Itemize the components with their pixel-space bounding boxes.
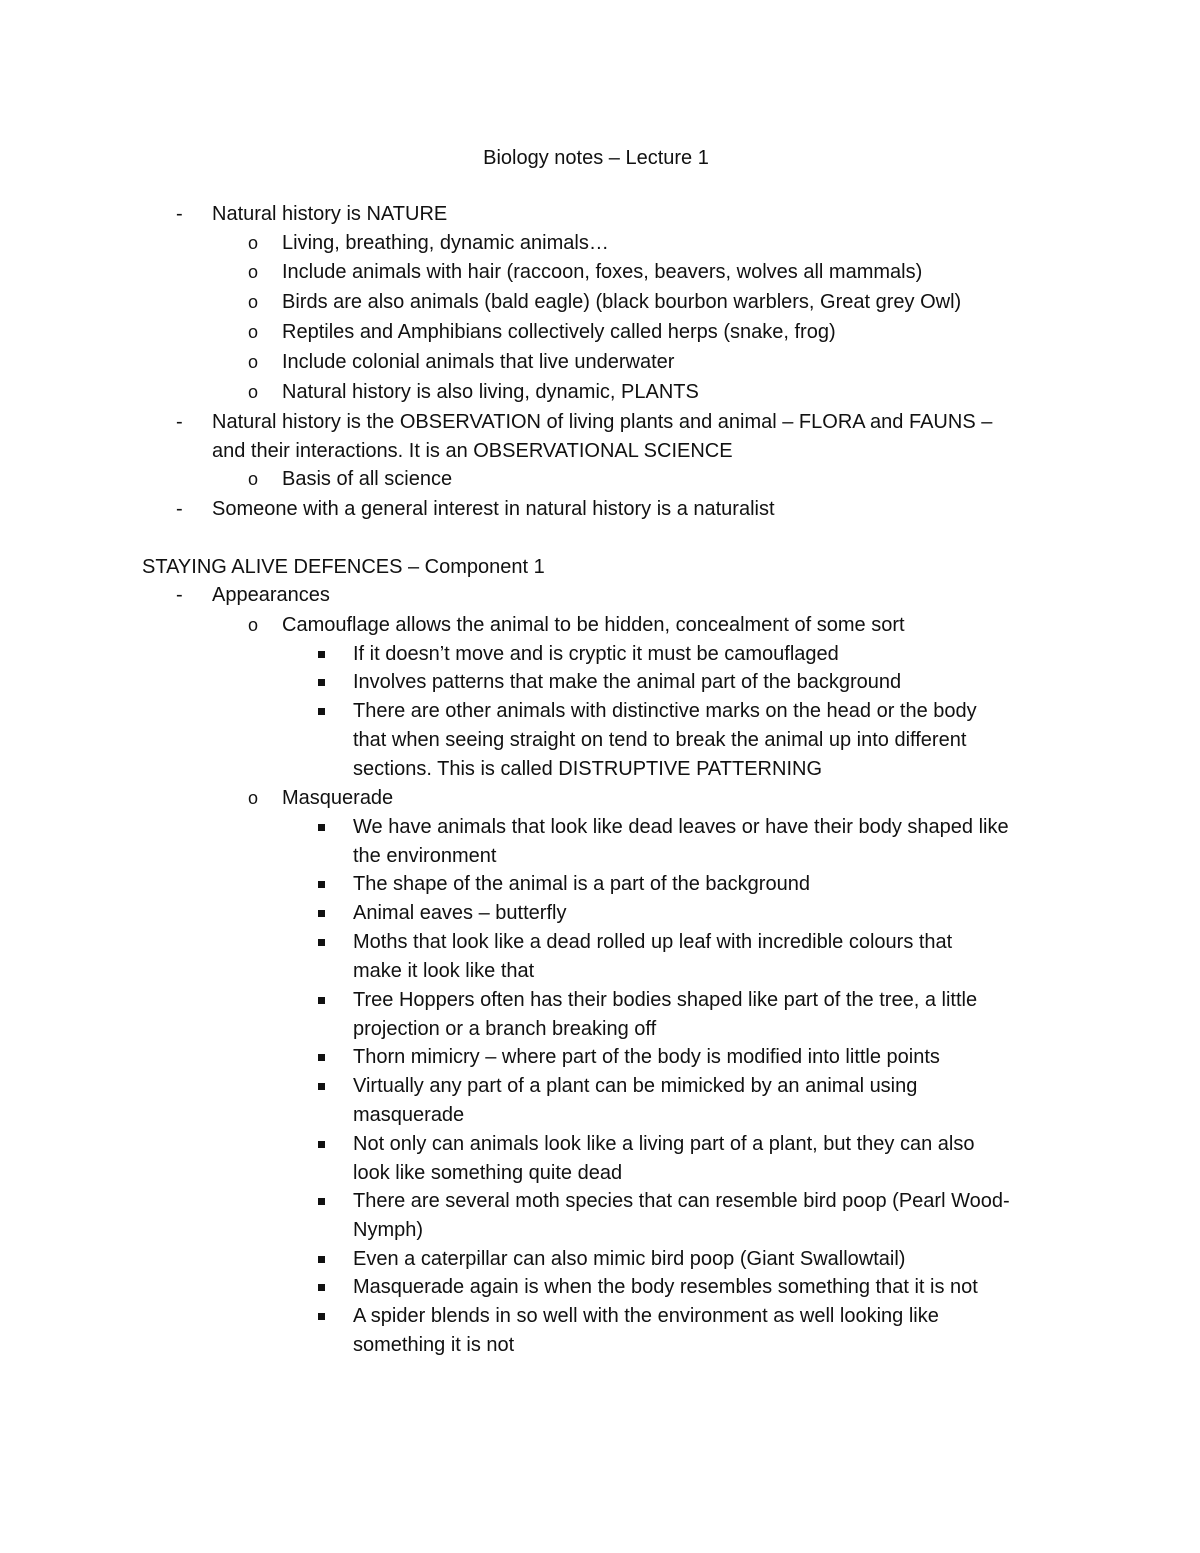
list-point-line: masquerade — [353, 1104, 465, 1126]
square-bullet — [318, 824, 325, 831]
square-bullet — [318, 910, 325, 917]
circle-bullet: o — [248, 382, 259, 402]
list-subitem: Camouflage allows the animal to be hidden, concealment of some sort — [282, 614, 905, 636]
square-bullet — [318, 1198, 325, 1205]
list-subitem: Include colonial animals that live underwater — [282, 351, 675, 373]
list-item: Natural history is NATURE — [212, 203, 448, 225]
square-bullet — [318, 708, 325, 715]
circle-bullet: o — [248, 615, 259, 635]
list-subitem: Basis of all science — [282, 468, 453, 490]
list-point: The shape of the animal is a part of the background — [353, 873, 810, 895]
list-point: Thorn mimicry – where part of the body is modified into little points — [353, 1046, 940, 1068]
circle-bullet: o — [248, 788, 259, 808]
section-heading: STAYING ALIVE DEFENCES – Component 1 — [142, 556, 545, 578]
list-point: Animal eaves – butterfly — [353, 902, 567, 924]
square-bullet — [318, 651, 325, 658]
list-point: Masquerade again is when the body resembles something that it is not — [353, 1276, 978, 1298]
list-item-line: and their interactions. It is an OBSERVATIONAL SCIENCE — [212, 440, 733, 462]
square-bullet — [318, 881, 325, 888]
list-point: Involves patterns that make the animal part of the background — [353, 671, 902, 693]
list-point-line: Nymph) — [353, 1219, 424, 1241]
square-bullet — [318, 1083, 325, 1090]
circle-bullet: o — [248, 469, 259, 489]
list-subitem: Living, breathing, dynamic animals… — [282, 232, 609, 254]
list-subitem: Natural history is also living, dynamic, PLANTS — [282, 381, 699, 403]
list-point: Moths that look like a dead rolled up leaf with incredible colours that — [353, 931, 953, 953]
circle-bullet: o — [248, 322, 259, 342]
dash-bullet: - — [176, 498, 183, 520]
list-subitem: Masquerade — [282, 787, 394, 809]
square-bullet — [318, 997, 325, 1004]
list-point: There are other animals with distinctive marks on the head or the body — [353, 700, 977, 722]
square-bullet — [318, 1054, 325, 1061]
list-point: There are several moth species that can resemble bird poop (Pearl Wood- — [353, 1190, 1010, 1212]
square-bullet — [318, 679, 325, 686]
circle-bullet: o — [248, 262, 259, 282]
list-point-line: projection or a branch breaking off — [353, 1018, 657, 1040]
list-point: If it doesn’t move and is cryptic it must be camouflaged — [353, 643, 839, 665]
square-bullet — [318, 1256, 325, 1263]
list-point-line: look like something quite dead — [353, 1162, 623, 1184]
list-point: Tree Hoppers often has their bodies shaped like part of the tree, a little — [353, 989, 978, 1011]
square-bullet — [318, 1141, 325, 1148]
circle-bullet: o — [248, 292, 259, 312]
page-title: Biology notes – Lecture 1 — [483, 147, 709, 169]
list-point-line: the environment — [353, 845, 497, 867]
list-point: We have animals that look like dead leaves or have their body shaped like — [353, 816, 1009, 838]
list-point: Virtually any part of a plant can be mimicked by an animal using — [353, 1075, 918, 1097]
list-point: A spider blends in so well with the environment as well looking like — [353, 1305, 939, 1327]
square-bullet — [318, 1313, 325, 1320]
list-subitem: Birds are also animals (bald eagle) (black bourbon warblers, Great grey Owl) — [282, 291, 962, 313]
list-item-line: Natural history is the OBSERVATION of living plants and animal – FLORA and FAUNS – — [212, 411, 993, 433]
list-subitem: Reptiles and Amphibians collectively called herps (snake, frog) — [282, 321, 836, 343]
square-bullet — [318, 939, 325, 946]
list-point-line: sections. This is called DISTRUPTIVE PATTERNING — [353, 758, 822, 780]
list-subitem: Include animals with hair (raccoon, foxes, beavers, wolves all mammals) — [282, 261, 923, 283]
list-point-line: something it is not — [353, 1334, 515, 1356]
circle-bullet: o — [248, 233, 259, 253]
list-point: Even a caterpillar can also mimic bird poop (Giant Swallowtail) — [353, 1248, 906, 1270]
list-point-line: make it look like that — [353, 960, 535, 982]
dash-bullet: - — [176, 203, 183, 225]
list-item: Appearances — [212, 584, 330, 606]
dash-bullet: - — [176, 411, 183, 433]
circle-bullet: o — [248, 352, 259, 372]
list-point-line: that when seeing straight on tend to break the animal up into different — [353, 729, 967, 751]
list-item: Someone with a general interest in natural history is a naturalist — [212, 498, 775, 520]
square-bullet — [318, 1284, 325, 1291]
list-point: Not only can animals look like a living part of a plant, but they can also — [353, 1133, 975, 1155]
dash-bullet: - — [176, 584, 183, 606]
